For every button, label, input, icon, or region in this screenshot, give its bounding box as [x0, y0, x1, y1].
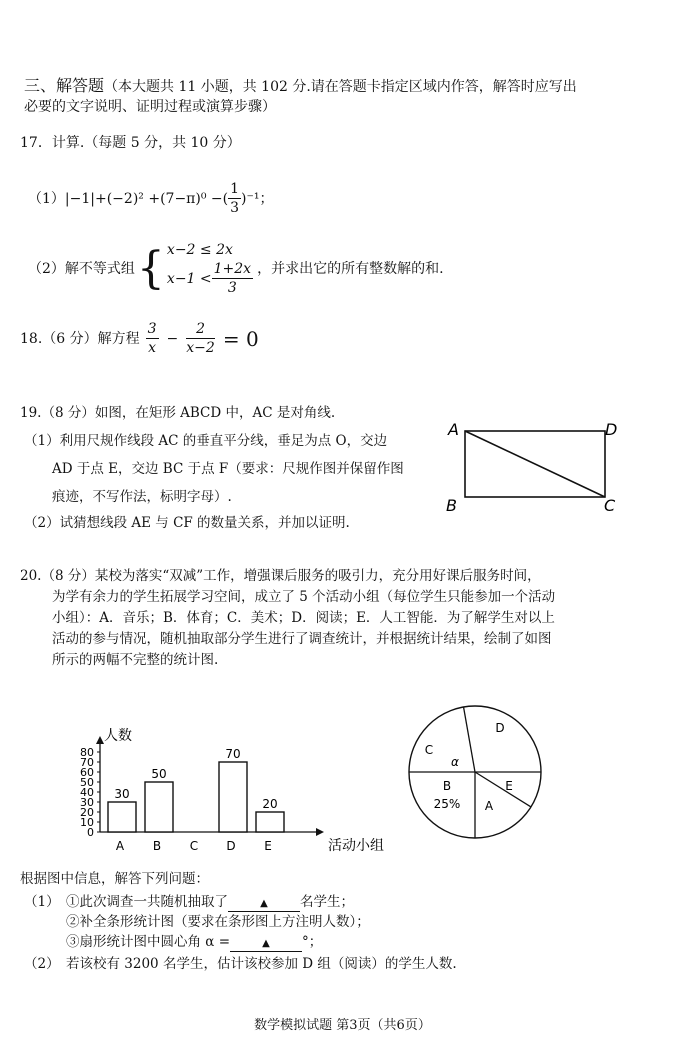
q20-line2: 为学有余力的学生拓展学习空间，成立了 5 个活动小组（每位学生只能参加一个活动: [52, 589, 556, 605]
q19-p1-line2: AD 于点 E，交边 BC 于点 F（要求：尺规作图并保留作图: [52, 461, 404, 477]
frac-den: 3: [230, 200, 240, 216]
y-axis-arrow: [96, 736, 104, 744]
section-intro: （本大题共 11 小题，共 102 分.请在答题卡指定区域内作答，解答时应写出: [104, 79, 577, 95]
q19-p1-line3: 痕迹，不写作法，标明字母）.: [52, 489, 232, 505]
q20-sub1-b: ②补全条形统计图（要求在条形图上方注明人数）；: [66, 914, 370, 930]
label-a: A: [448, 420, 459, 439]
q20-sub1-a-text: ①此次调查一共随机抽取了: [66, 894, 228, 910]
q18: [20, 320, 259, 357]
y-tick-label: 0: [87, 826, 94, 839]
q20-sub1-c-text: ③扇形统计图中圆心角 α =: [66, 934, 231, 950]
brace: {: [136, 242, 165, 294]
pie-chart: [400, 700, 550, 850]
q19-p1-line1: （1）利用尺规作线段 AC 的垂直平分线，垂足为点 O，交边: [24, 433, 388, 449]
q18-fraction-1: [146, 320, 159, 357]
rectangle-figure: [440, 415, 630, 515]
q20-line4: 活动的参与情况，随机抽取部分学生进行了调查统计，并根据统计结果，绘制了如图: [52, 631, 552, 647]
x-tick-label: B: [152, 839, 162, 853]
bar-chart: [60, 672, 384, 862]
q18-rhs: = 0: [222, 326, 259, 351]
frac-num: 1: [230, 181, 240, 197]
data-label-B: 50: [151, 767, 167, 781]
bar-A: [108, 802, 136, 832]
q17-p1-label: （1）: [28, 190, 65, 207]
x-axis-arrow: [316, 828, 324, 836]
label-b: B: [446, 496, 457, 515]
q17-part2: [28, 240, 444, 297]
q20-line5: 所示的两幅不完整的统计图.: [52, 652, 219, 668]
x-tick-label: D: [226, 839, 236, 853]
y-tick-label: 10: [80, 816, 94, 829]
frac-num: 1+2x: [213, 261, 252, 277]
x-tick-label: C: [189, 839, 199, 853]
q18-head: 18.（6 分）解方程: [20, 330, 140, 347]
bar-E: [256, 812, 284, 832]
q17-p2-tail: ，并求出它的所有整数解的和.: [257, 260, 444, 277]
q17-p1-fraction: [228, 180, 241, 217]
diagonal-ac: [465, 431, 605, 497]
frac-den: x: [148, 340, 157, 356]
q20-sub1-c: [66, 932, 322, 952]
pie-label-B: B: [442, 779, 452, 793]
y-tick-label: 70: [80, 756, 94, 769]
inequality-system: [167, 240, 253, 297]
answer-blank-2[interactable]: ▲: [230, 937, 302, 952]
y-tick-label: 80: [80, 746, 94, 759]
frac-den: x−2: [186, 340, 215, 356]
q18-fraction-2: [186, 320, 215, 357]
q19-p2: （2）试猜想线段 AE 与 CF 的数量关系，并加以证明.: [24, 515, 350, 531]
q20-after: 根据图中信息，解答下列问题：: [20, 871, 209, 887]
page-footer: 数学模拟试题 第3页（共6页）: [254, 1018, 431, 1033]
y-tick-label: 30: [80, 796, 94, 809]
y-tick-label: 20: [80, 806, 94, 819]
pie-label-A: A: [484, 799, 494, 813]
data-label-A: 30: [114, 787, 130, 801]
data-label-E: 20: [262, 797, 278, 811]
pie-percent-B: 25%: [433, 797, 461, 811]
minus-sign: −: [166, 330, 179, 347]
bar-D: [219, 762, 247, 832]
label-c: C: [604, 496, 616, 515]
frac-num: 2: [186, 320, 215, 339]
x-tick-label: A: [115, 839, 125, 853]
q20-sub2: 若该校有 3200 名学生，估计该校参加 D 组（阅读）的学生人数.: [66, 956, 457, 972]
inequality-1: x−2 ≤ 2x: [166, 242, 233, 258]
q20-sub1-a-tail: 名学生；: [300, 894, 354, 910]
q19-head: 19.（8 分）如图，在矩形 ABCD 中，AC 是对角线.: [20, 405, 336, 421]
q17-part1: [28, 180, 274, 217]
q17-p1-expr-b: )⁻¹；: [241, 190, 274, 207]
q17-p1-expr-a: |−1|+(−2)² +(7−π)⁰ −(: [64, 190, 229, 207]
q20-head: 20.（8 分）某校为落实“双减”工作，增强课后服务的吸引力，充分用好课后服务时间，: [20, 568, 541, 584]
x-tick-label: E: [264, 839, 272, 853]
q17-head: 17．计算.（每题 5 分，共 10 分）: [20, 135, 241, 151]
label-d: D: [605, 420, 618, 439]
q20-sub1-c-tail: °；: [302, 934, 323, 950]
y-tick-label: 50: [80, 776, 94, 789]
y-axis-label: 人数: [104, 728, 132, 744]
pie-label-D: D: [495, 721, 505, 735]
q17-p2-label: （2）解不等式组: [28, 260, 135, 277]
frac-num: 3: [147, 321, 157, 337]
inequality-2-left: x−1 <: [166, 270, 212, 287]
q20-line3: 小组）：A．音乐；B．体育；C．美术；D．阅读；E．人工智能．为了解学生对以上: [52, 610, 555, 626]
bar-B: [145, 782, 173, 832]
section-header: [24, 76, 577, 97]
q20-sub1-a: [66, 892, 354, 912]
q20-sub1-label: （1）: [24, 894, 60, 910]
answer-blank-1[interactable]: ▲: [228, 897, 300, 912]
pie-label-E: E: [505, 779, 513, 793]
section-title: 三、解答题: [24, 76, 105, 95]
x-axis-label: 活动小组: [328, 838, 384, 854]
inequality-2-fraction: [212, 260, 253, 297]
y-tick-label: 40: [80, 786, 94, 799]
inequality-2: [167, 260, 253, 297]
frac-den: 3: [227, 280, 237, 296]
q20-sub2-label: （2）: [24, 956, 60, 972]
section-intro-2: 必要的文字说明、证明过程或演算步骤）: [24, 99, 276, 115]
pie-label-C: C: [424, 743, 434, 757]
pie-angle-alpha: α: [451, 755, 459, 769]
y-tick-label: 60: [80, 766, 94, 779]
data-label-D: 70: [225, 747, 241, 761]
